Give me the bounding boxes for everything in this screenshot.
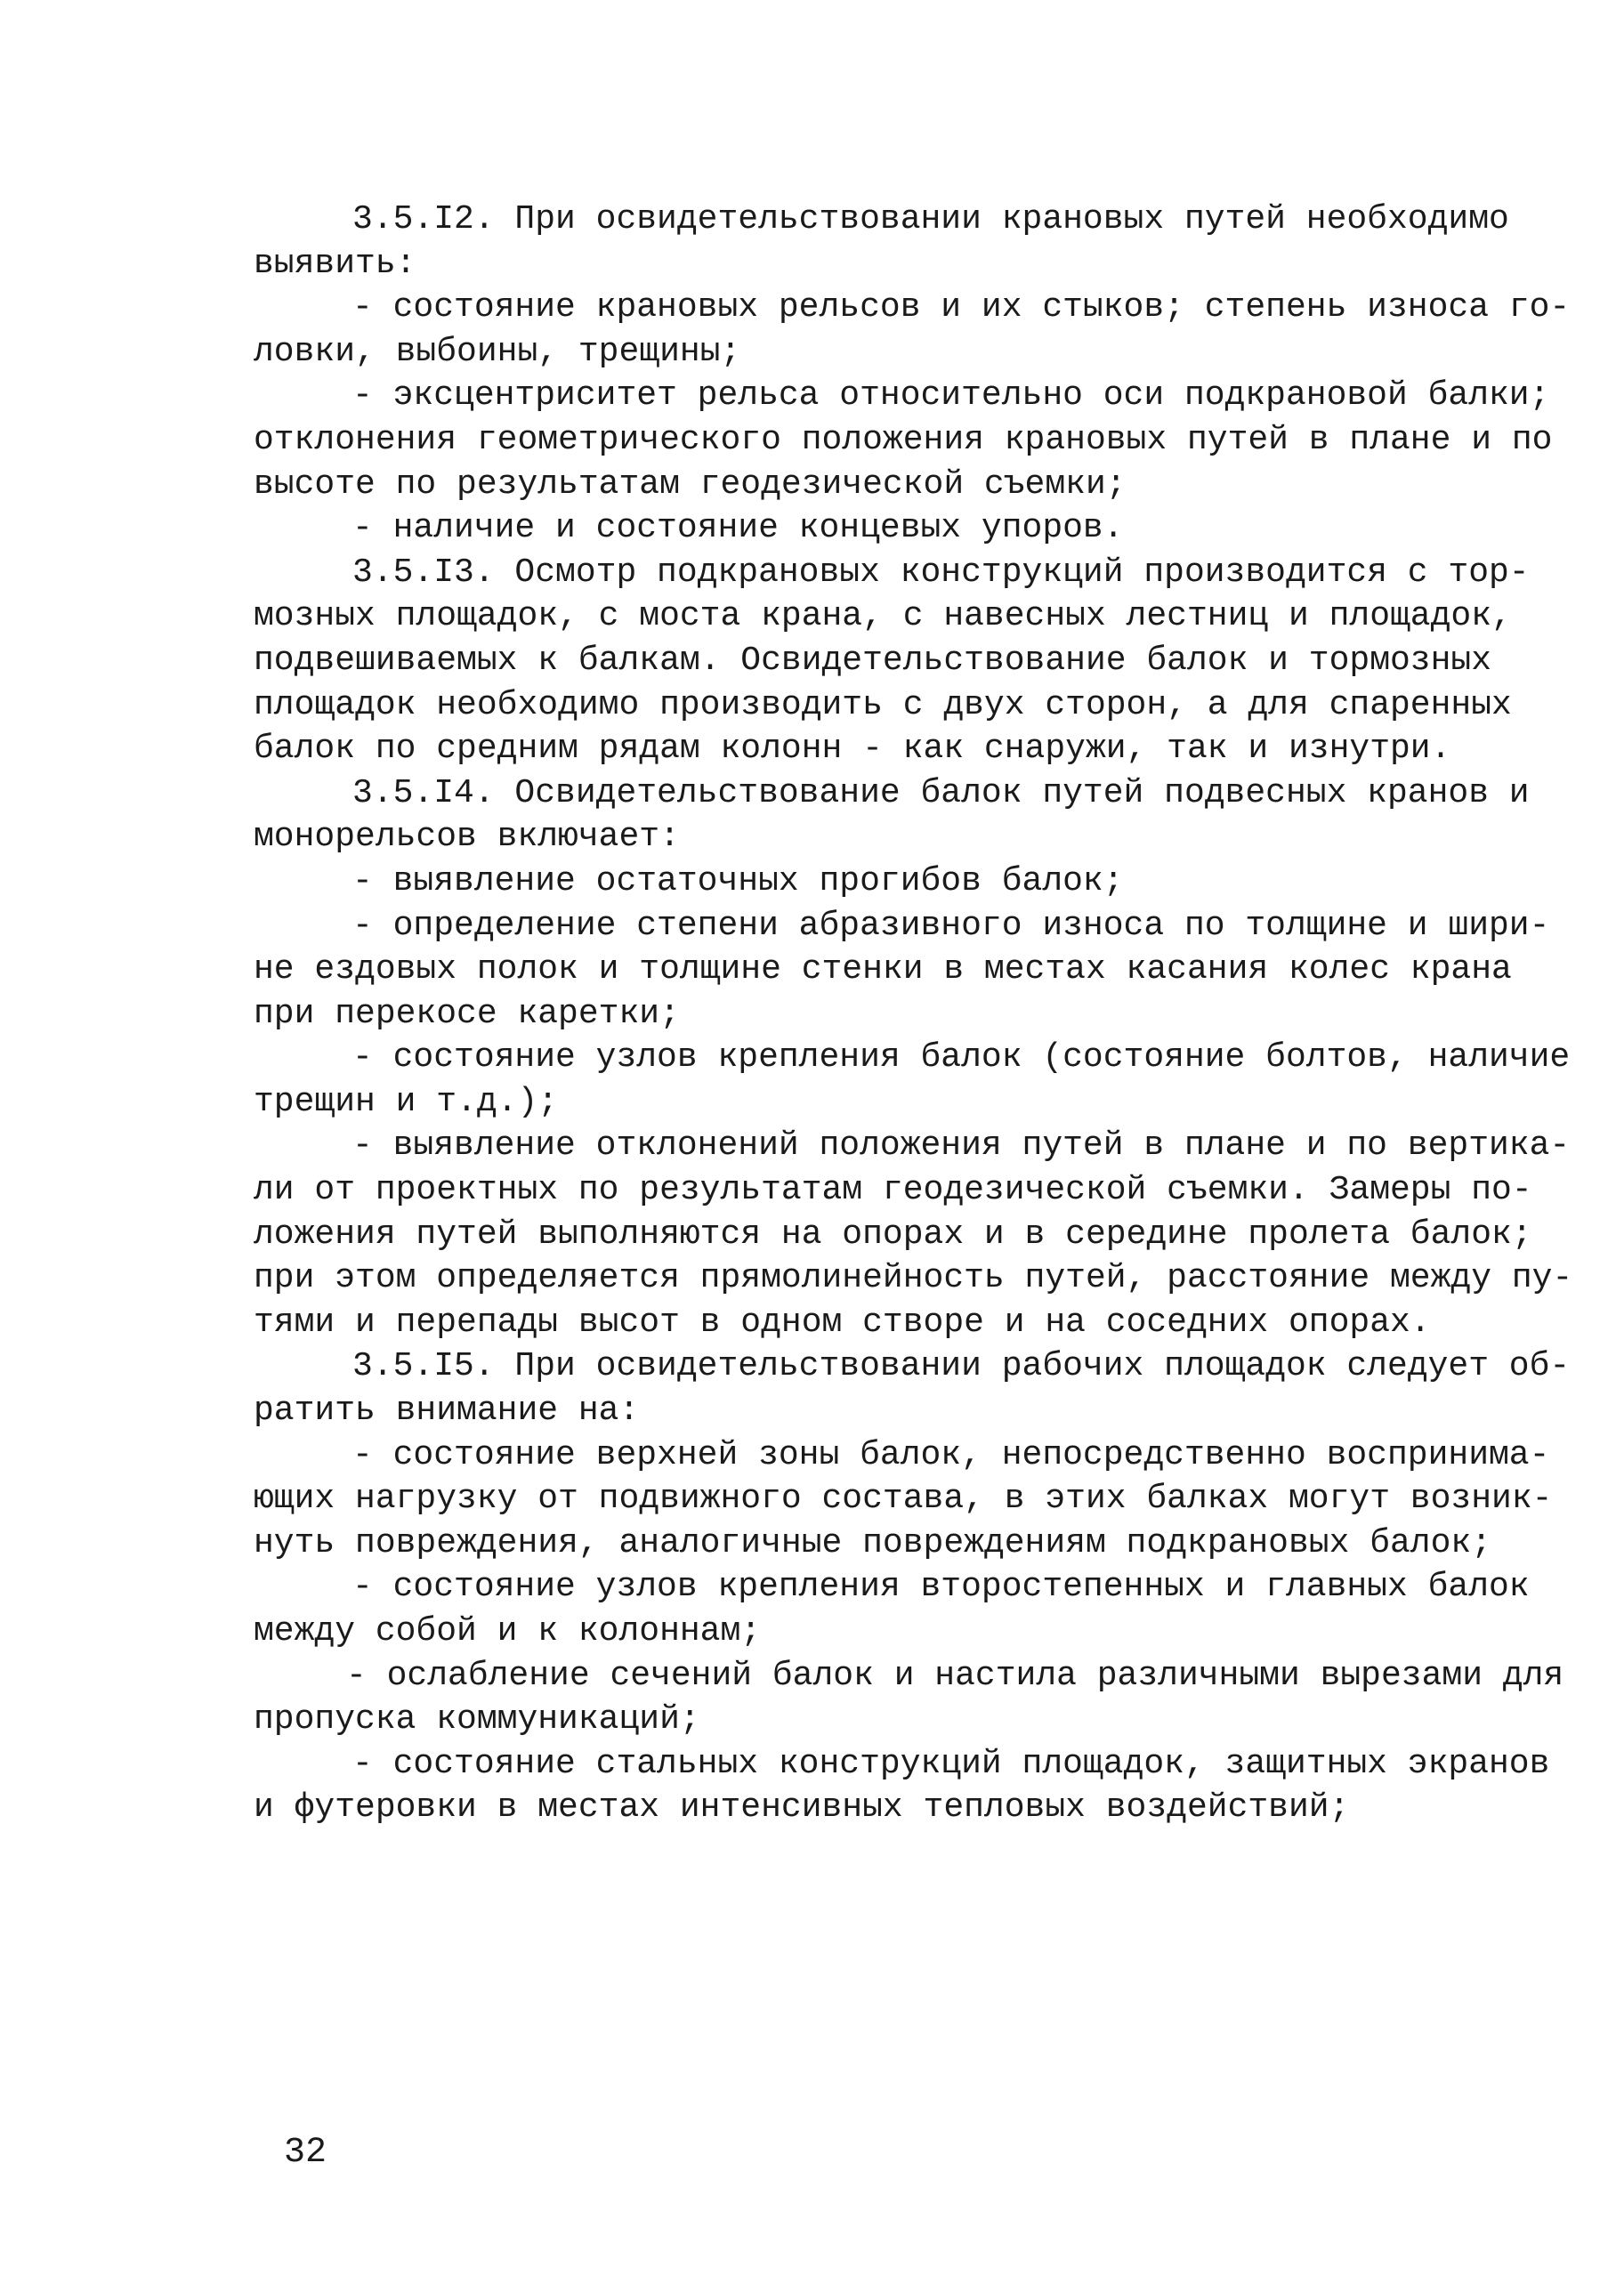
text-line: 3.5.I3. Осмотр подкрановых конструкций производится с тор- — [352, 553, 1530, 592]
text-line: тями и перепады высот в одном створе и на соседних опорах. — [254, 1303, 1431, 1342]
text-line: нуть повреждения, аналогичные повреждениям подкрановых балок; — [254, 1523, 1492, 1562]
text-line: 3.5.I4. Освидетельствование балок путей подвесных кранов и — [352, 773, 1530, 812]
text-line: при перекосе каретки; — [254, 994, 680, 1033]
text-line: - состояние узлов крепления балок (состояние болтов, наличие — [352, 1038, 1571, 1077]
text-line: - определение степени абразивного износа по толщине и шири- — [352, 906, 1550, 945]
text-line: ложения путей выполняются на опорах и в середине пролета балок; — [254, 1215, 1532, 1254]
text-line: - состояние узлов крепления второстепенных и главных балок — [352, 1568, 1530, 1607]
text-line: монорельсов включает: — [254, 818, 680, 857]
text-line: не ездовых полок и толщине стенки в местах касания колес крана — [254, 950, 1512, 989]
page-number: 32 — [284, 2133, 327, 2173]
text-line: при этом определяется прямолинейность путей, расстояние между пу- — [254, 1259, 1573, 1298]
text-line: 3.5.I2. При освидетельствовании крановых путей необходимо — [352, 200, 1509, 238]
text-line: - выявление остаточных прогибов балок; — [352, 861, 1124, 900]
text-line: - выявление отклонений положения путей в плане и по вертика- — [352, 1126, 1571, 1166]
text-line: трещин и т.д.); — [254, 1082, 559, 1121]
text-line: и футеровки в местах интенсивных тепловых воздействий; — [254, 1788, 1350, 1828]
text-line: ратить внимание на: — [254, 1392, 640, 1431]
text-line: подвешиваемых к балкам. Освидетельствование балок и тормозных — [254, 641, 1492, 680]
text-line: 3.5.I5. При освидетельствовании рабочих площадок следует об- — [352, 1347, 1571, 1386]
text-line: балок по средним рядам колонн - как снаружи, так и изнутри. — [254, 730, 1451, 769]
text-line: - состояние стальных конструкций площадок, защитных экранов — [352, 1744, 1550, 1783]
body-text — [254, 198, 1573, 1830]
text-line: выявить: — [254, 244, 416, 283]
text-line: мозных площадок, с моста крана, с навесных лестниц и площадок, — [254, 597, 1512, 636]
text-line: - состояние крановых рельсов и их стыков; степень износа го- — [352, 288, 1571, 327]
text-line: ющих нагрузку от подвижного состава, в этих балках могут возник- — [254, 1480, 1553, 1519]
text-line: - наличие и состояние концевых упоров. — [352, 509, 1124, 548]
text-line: - эксцентриситет рельса относительно оси подкрановой балки; — [352, 376, 1550, 416]
text-line: высоте по результатам геодезической съемки; — [254, 464, 1127, 504]
text-line: - ослабление сечений балок и настила различными вырезами для — [346, 1656, 1564, 1695]
text-line: между собой и к колоннам; — [254, 1612, 762, 1650]
text-line: площадок необходимо производить с двух сторон, а для спаренных — [254, 685, 1512, 724]
text-line: отклонения геометрического положения крановых путей в плане и по — [254, 420, 1553, 459]
text-line: ловки, выбоины, трещины; — [254, 332, 741, 371]
text-line: - состояние верхней зоны балок, непосредственно воспринима- — [352, 1435, 1550, 1474]
text-line: пропуска коммуникаций; — [254, 1700, 700, 1739]
text-line: ли от проектных по результатам геодезической съемки. Замеры по- — [254, 1171, 1532, 1210]
